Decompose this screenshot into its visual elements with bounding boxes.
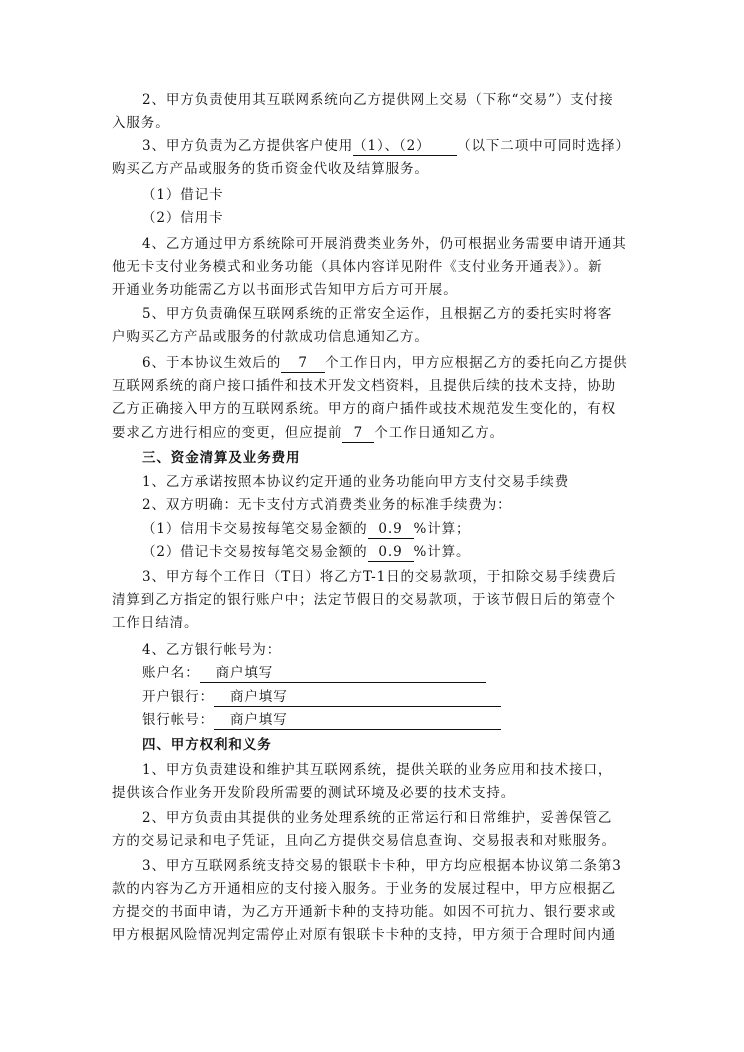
clause-3-3-line-2: 清算到乙方指定的银行账户中；法定节假日的交易款项，于该节假日后的第壹个 — [112, 592, 616, 608]
credit-fee-rate: 0.9 — [368, 520, 414, 539]
clause-2-6-line-3: 乙方正确接入甲方的互联网系统。甲方的商户插件或技术规范发生变化的，有权 — [112, 401, 616, 417]
clause-3-2: 2、双方明确：无卡支付方式消费类业务的标准手续费为： — [142, 497, 512, 513]
clause-2-3-line-2: 购买乙方产品或服务的货币资金代收及结算服务。 — [112, 161, 429, 177]
clause-3-4: 4、乙方银行帐号为： — [142, 642, 282, 658]
account-name-row — [142, 664, 662, 683]
bank-name-value: 商户填写 — [214, 688, 501, 707]
clause-4-2-line-1: 2、甲方负责由其提供的业务处理系统的正常运行和日常维护，妥善保管乙 — [142, 810, 613, 826]
fee-credit-card — [142, 520, 662, 539]
clause-4-1-line-1: 1、甲方负责建设和维护其互联网系统，提供关联的业务应用和技术接口， — [142, 762, 613, 778]
account-name-label: 账户名： — [142, 665, 200, 681]
debit-fee-rate: 0.9 — [368, 543, 414, 562]
fee-debit-suffix: %计算。 — [413, 544, 471, 560]
clause-2-4-line-1: 4、乙方通过甲方系统除可开展消费类业务外，仍可根据业务需要申请开通其 — [142, 236, 627, 252]
clause-2-3-post: （以下二项中可同时选择） — [457, 138, 630, 154]
clause-2-4-line-2: 他无卡支付业务模式和业务功能（具体内容详见附件《支付业务开通表》）。新 — [112, 259, 603, 275]
clause-4-3-line-4: 甲方根据风险情况判定需停止对原有银联卡卡种的支持，甲方须于合理时间内通 — [112, 927, 616, 943]
bank-name-row — [142, 688, 662, 707]
clause-4-2-line-2: 方的交易记录和电子凭证，且向乙方提供交易信息查询、交易报表和对账服务。 — [112, 833, 616, 849]
clause-2-6-line-1 — [142, 354, 662, 373]
clause-2-3-line-1 — [142, 137, 662, 156]
clause-2-5-line-1: 5、甲方负责确保互联网系统的正常安全运作，且根据乙方的委托实时将客 — [142, 306, 613, 322]
clause-2-6-post: 个工作日内，甲方应根据乙方的委托向乙方提供 — [325, 355, 628, 371]
card-choice-blank: （1）、（2） — [353, 137, 457, 156]
clause-3-3-line-3: 工作日结清。 — [112, 615, 199, 631]
fee-debit-card — [142, 543, 662, 562]
account-number-value: 商户填写 — [214, 711, 501, 730]
fee-credit-label: （1）信用卡交易按每笔交易金额的 — [142, 521, 368, 537]
clause-3-3-line-1: 3、甲方每个工作日（T日）将乙方T-1日的交易款项，于扣除交易手续费后 — [142, 569, 617, 585]
fee-debit-label: （2）借记卡交易按每笔交易金额的 — [142, 544, 368, 560]
clause-2-6-line-2: 互联网系统的商户接口插件和技术开发文档资料，且提供后续的技术支持，协助 — [112, 378, 616, 394]
clause-2-5-line-2: 户购买乙方产品或服务的付款成功信息通知乙方。 — [112, 329, 429, 345]
clause-2-6-line-4 — [112, 424, 632, 443]
clause-2-6-line-4-pre: 要求乙方进行相应的变更，但应提前 — [112, 425, 343, 441]
clause-2-2-line-2: 入服务。 — [112, 115, 170, 131]
clause-2-3-pre: 3、甲方负责为乙方提供客户使用 — [142, 138, 354, 154]
option-debit-card: （1）借记卡 — [142, 187, 224, 203]
clause-4-3-line-3: 方提交的书面申请，为乙方开通新卡种的支持功能。如因不可抗力、银行要求或 — [112, 904, 616, 920]
notice-days-blank: 7 — [342, 424, 374, 443]
section-3-heading: 三、资金清算及业务费用 — [142, 450, 301, 466]
account-number-row — [142, 711, 662, 730]
fee-credit-suffix: %计算； — [413, 521, 471, 537]
clause-2-4-line-3: 开通业务功能需乙方以书面形式告知甲方后方可开展。 — [112, 282, 458, 298]
account-number-label: 银行帐号： — [142, 712, 214, 728]
clause-2-6-pre: 6、于本协议生效后的 — [142, 355, 282, 371]
section-4-heading: 四、甲方权利和义务 — [142, 737, 272, 753]
clause-3-1: 1、乙方承诺按照本协议约定开通的业务功能向甲方支付交易手续费 — [142, 474, 570, 490]
clause-4-3-line-1: 3、甲方互联网系统支持交易的银联卡卡种，甲方均应根据本协议第二条第3 — [142, 858, 622, 874]
clause-2-6-line-4-post: 个工作日通知乙方。 — [374, 425, 505, 441]
clause-4-1-line-2: 提供该合作业务开发阶段所需要的测试环境及必要的技术支持。 — [112, 785, 516, 801]
option-credit-card: （2）信用卡 — [142, 210, 224, 226]
clause-2-2-line-1: 2、甲方负责使用其互联网系统向乙方提供网上交易（下称“交易”）支付接 — [142, 92, 614, 108]
bank-name-label: 开户银行： — [142, 689, 214, 705]
working-days-blank: 7 — [281, 354, 325, 373]
clause-4-3-line-2: 款的内容为乙方开通相应的支付接入服务。于业务的发展过程中，甲方应根据乙 — [112, 881, 616, 897]
account-name-value: 商户填写 — [200, 664, 486, 683]
